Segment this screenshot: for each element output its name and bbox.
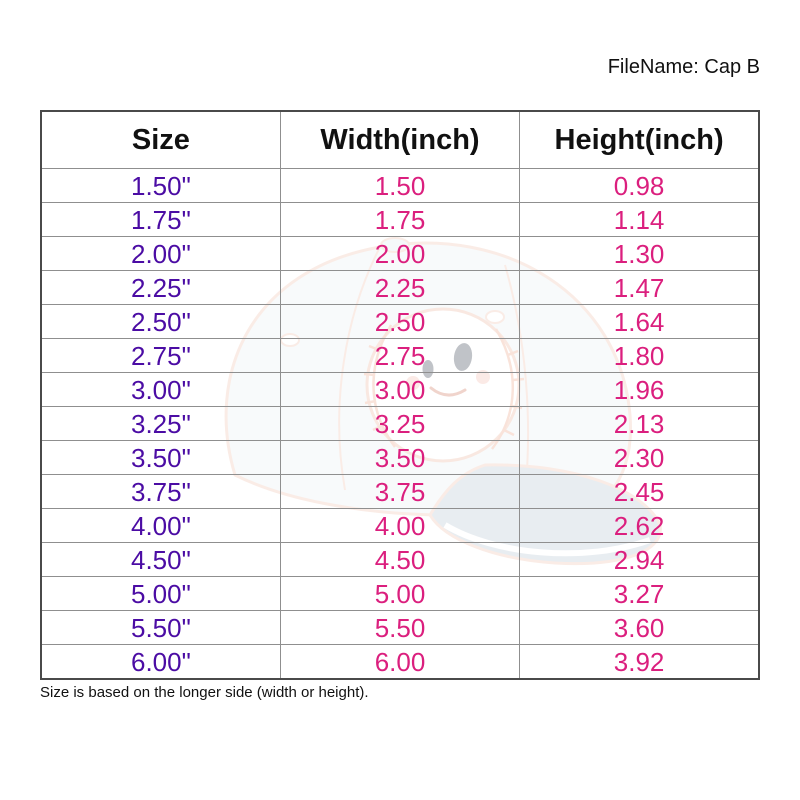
cell-size: 6.00" xyxy=(41,645,280,680)
cell-width: 3.75 xyxy=(280,475,519,509)
table-row xyxy=(41,373,759,407)
cell-size: 1.50" xyxy=(41,169,280,203)
table-row xyxy=(41,169,759,203)
cell-size: 4.00" xyxy=(41,509,280,543)
table-row xyxy=(41,611,759,645)
cell-size: 2.00" xyxy=(41,237,280,271)
size-table xyxy=(40,110,760,680)
cell-width: 5.50 xyxy=(280,611,519,645)
cell-width: 4.00 xyxy=(280,509,519,543)
cell-size: 1.75" xyxy=(41,203,280,237)
table-row xyxy=(41,237,759,271)
cell-height: 1.14 xyxy=(520,203,759,237)
cell-height: 1.96 xyxy=(520,373,759,407)
size-table-body xyxy=(41,169,759,680)
cell-height: 2.45 xyxy=(520,475,759,509)
cell-width: 1.50 xyxy=(280,169,519,203)
cell-height: 1.47 xyxy=(520,271,759,305)
cell-size: 4.50" xyxy=(41,543,280,577)
cell-height: 3.92 xyxy=(520,645,759,680)
cell-size: 2.75" xyxy=(41,339,280,373)
table-row xyxy=(41,271,759,305)
cell-height: 1.64 xyxy=(520,305,759,339)
header-row xyxy=(41,111,759,169)
table-row xyxy=(41,441,759,475)
cell-height: 0.98 xyxy=(520,169,759,203)
cell-width: 5.00 xyxy=(280,577,519,611)
cell-width: 4.50 xyxy=(280,543,519,577)
cell-width: 2.75 xyxy=(280,339,519,373)
table-row xyxy=(41,645,759,680)
cell-width: 1.75 xyxy=(280,203,519,237)
table-row xyxy=(41,407,759,441)
cell-width: 2.25 xyxy=(280,271,519,305)
table-row xyxy=(41,543,759,577)
cell-width: 3.25 xyxy=(280,407,519,441)
cell-width: 3.00 xyxy=(280,373,519,407)
footnote: Size is based on the longer side (width or height). xyxy=(40,684,369,701)
cell-width: 3.50 xyxy=(280,441,519,475)
cell-size: 2.50" xyxy=(41,305,280,339)
cell-size: 3.50" xyxy=(41,441,280,475)
cell-width: 2.00 xyxy=(280,237,519,271)
column-header-width: Width(inch) xyxy=(280,111,519,169)
cell-height: 2.62 xyxy=(520,509,759,543)
table-row xyxy=(41,509,759,543)
cell-height: 2.30 xyxy=(520,441,759,475)
cell-height: 1.80 xyxy=(520,339,759,373)
cell-size: 3.75" xyxy=(41,475,280,509)
table-row xyxy=(41,339,759,373)
cell-height: 2.13 xyxy=(520,407,759,441)
cell-size: 2.25" xyxy=(41,271,280,305)
cell-height: 3.60 xyxy=(520,611,759,645)
cell-width: 2.50 xyxy=(280,305,519,339)
cell-size: 5.00" xyxy=(41,577,280,611)
filename-label: FileName: Cap B xyxy=(607,56,760,78)
cell-height: 1.30 xyxy=(520,237,759,271)
column-header-size: Size xyxy=(41,111,280,169)
cell-size: 3.25" xyxy=(41,407,280,441)
table-row xyxy=(41,305,759,339)
table-row xyxy=(41,475,759,509)
column-header-height: Height(inch) xyxy=(520,111,759,169)
table-row xyxy=(41,577,759,611)
cell-height: 3.27 xyxy=(520,577,759,611)
cell-size: 3.00" xyxy=(41,373,280,407)
cell-height: 2.94 xyxy=(520,543,759,577)
cell-width: 6.00 xyxy=(280,645,519,680)
cell-size: 5.50" xyxy=(41,611,280,645)
table-row xyxy=(41,203,759,237)
size-table-header xyxy=(41,111,759,169)
